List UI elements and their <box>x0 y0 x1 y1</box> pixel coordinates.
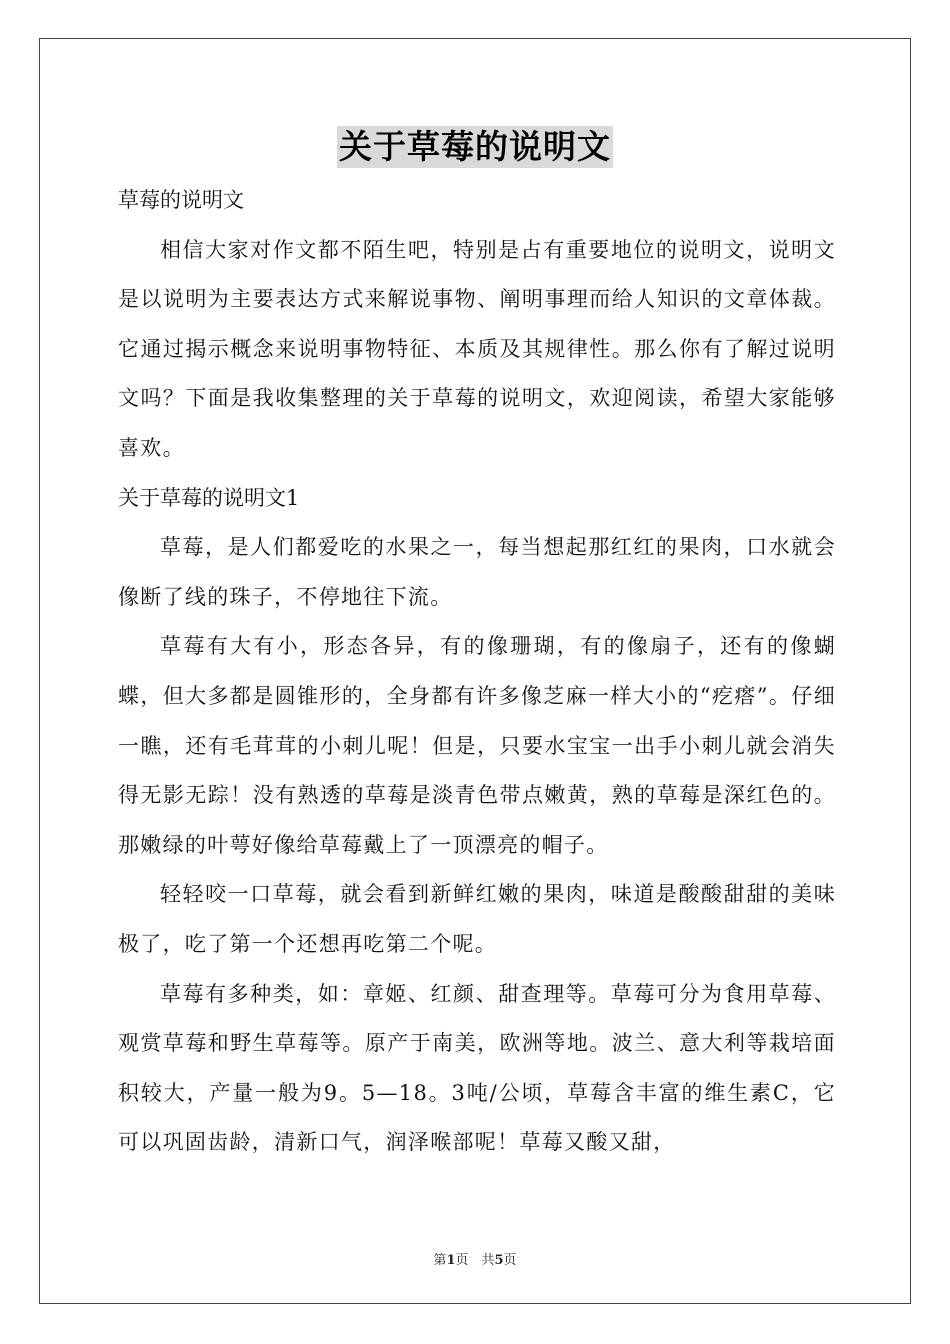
page-suffix: 页 <box>503 1253 517 1268</box>
page-mid: 页 共 <box>455 1253 495 1268</box>
document-title: 关于草莓的说明文 <box>339 127 611 166</box>
body-paragraph-1: 草莓，是人们都爱吃的水果之一，每当想起那红红的果肉，口水就会像断了线的珠子，不停地往下流。 <box>118 535 836 609</box>
body-paragraph-4: 草莓有多种类，如：章姬、红颜、甜查理等。草莓可分为食用草莓、观赏草莓和野生草莓等。原产于南美，欧洲等地。波兰、意大利等栽培面积较大，产量一般为9。5—18。3吨/公顷，草莓含丰富的维生素C，它可以巩固齿龄，清新口气，润泽喉部呢！草莓又酸又甜， <box>118 981 836 1155</box>
page-footer <box>0 1249 950 1268</box>
page-current: 1 <box>446 1253 456 1268</box>
body-paragraph-3: 轻轻咬一口草莓，就会看到新鲜红嫩的果肉，味道是酸酸甜甜的美味极了，吃了第一个还想再吃第二个呢。 <box>118 882 836 956</box>
intro-paragraph: 相信大家对作文都不陌生吧，特别是占有重要地位的说明文，说明文是以说明为主要表达方式来解说事物、阐明事理而给人知识的文章体裁。它通过揭示概念来说明事物特征、本质及其规律性。那么你有了解过说明文吗？下面是我收集整理的关于草莓的说明文，欢迎阅读，希望大家能够喜欢。 <box>118 237 836 460</box>
page-total: 5 <box>494 1253 504 1268</box>
document-subtitle: 草莓的说明文 <box>118 188 244 212</box>
document-body <box>118 176 836 1168</box>
body-paragraph-2: 草莓有大有小，形态各异，有的像珊瑚，有的像扇子，还有的像蝴蝶，但大多都是圆锥形的，全身都有许多像芝麻一样大小的“疙瘩”。仔细一瞧，还有毛茸茸的小刺儿呢！但是，只要水宝宝一出手小刺儿就会消失得无影无踪！没有熟透的草莓是淡青色带点嫩黄，熟的草莓是深红色的。那嫩绿的叶萼好像给草莓戴上了一顶漂亮的帽子。 <box>118 634 836 857</box>
page-prefix: 第 <box>433 1253 447 1268</box>
title-wrap <box>0 126 950 168</box>
section-heading: 关于草莓的说明文1 <box>118 485 300 510</box>
